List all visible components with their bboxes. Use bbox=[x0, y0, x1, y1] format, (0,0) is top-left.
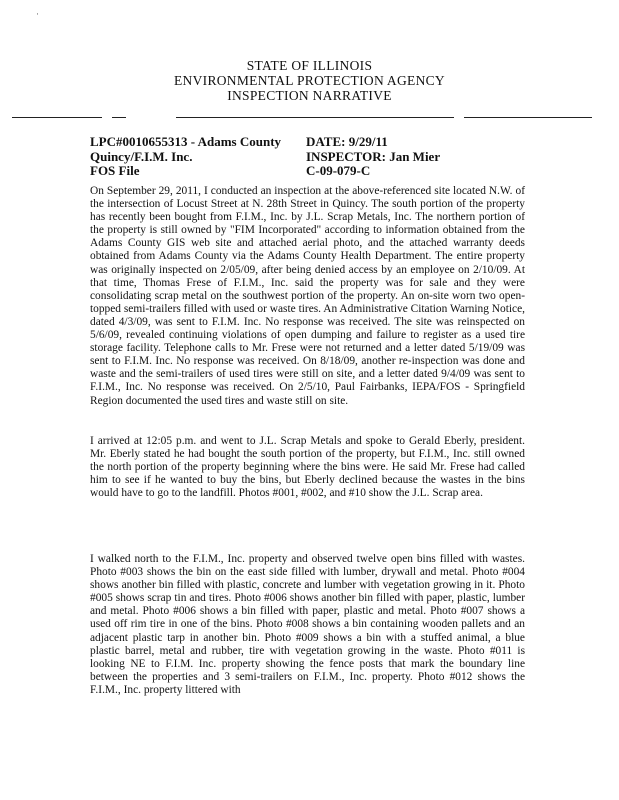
facility-name: Quincy/F.I.M. Inc. bbox=[90, 148, 193, 164]
narrative-paragraph: I arrived at 12:05 p.m. and went to J.L. Scrap Metals and spoke to Gerald Eberly, president. Mr. Eberly stated he had bought the south portion of the property, but F.I.M., Inc. still owned the north portion of the property beginning where the bins were. He said Mr. Frese had called him to see if he wanted to buy the bins, but Eberly declined because the wastes in the bins would have to go to the landfill. Photos #001, #002, and #10 show the J.L. Scrap area. bbox=[90, 435, 525, 500]
header-title: INSPECTION NARRATIVE bbox=[227, 88, 392, 103]
site-id: LPC#0010655313 - Adams County bbox=[90, 134, 282, 149]
narrative-paragraph: I walked north to the F.I.M., Inc. property and observed twelve open bins filled with wastes. Photo #003 shows the bin on the east side filled with lumber, drywall and metal. Photo #004 shows another bin filled with plastic, concrete and lumber with vegetation growing in it. Photo #005 shows scrap tin and tires. Photo #006 shows another bin filled with paper, plastic, lumber and metal. Photo #006 shows a bin filled with paper, plastic and metal. Photo #007 shows a used off rim tire in one of the bins. Photo #008 shows a bin containing wooden pallets and an adjacent plastic tarp in another bin. Photo #009 shows a bin with a stuffed animal, a blue plastic barrel, metal and rubber, tire with vegetation growing in the waste. Photo #011 is looking NE to F.I.M. Inc. property showing the fence posts that mark the boundary line between the properties and 3 semi-trailers on F.I.M., Inc. property. Photo #012 shows the F.I.M., Inc. property littered with bbox=[90, 553, 525, 696]
meta-left-block bbox=[90, 135, 281, 179]
case-number: C-09-079-C bbox=[306, 163, 371, 178]
rule-segment bbox=[112, 117, 126, 118]
narrative-paragraph: On September 29, 2011, I conducted an inspection at the above-referenced site located N.W. of the intersection of Locust Street at N. 28th Street in Quincy. The south portion of the property has recently been bought from F.I.M., Inc. by J.L. Scrap Metals, Inc. The northern portion of the property is still owned by "FIM Incorporated" according to information obtained from the Adams County GIS web site and attached aerial photo, and the attached warranty deeds obtained from Adams County via the Adams County Health Department. The entire property was originally inspected on 2/05/09, after being denied access by an employee on 2/10/09. At that time, Thomas Frese of F.I.M., Inc. said the property was for sale and they were consolidating scrap metal on the southwest portion of the property. An on-site worn two open-topped semi-trailers filled with used or waste tires. An Administrative Citation Warning Notice, dated 4/3/09, was sent to F.I.M. Inc. No response was received. The site was reinspected on 5/6/09, revealed continuing violations of open dumping and failure to register as a used tire storage facility. Telephone calls to Mr. Frese were not returned and a letter dated 5/19/09 was sent to F.I.M. Inc. No response was received. On 8/18/09, another re-inspection was done and waste and the semi-trailers of used tires were still on site, and a letter dated 9/4/09 was sent to F.I.M., Inc. No response was received. On 2/5/10, Paul Fairbanks, IEPA/FOS - Springfield Region documented the used tires and waste still on site. bbox=[90, 185, 525, 407]
header-agency: ENVIRONMENTAL PROTECTION AGENCY bbox=[174, 73, 445, 88]
inspection-date: DATE: 9/29/11 bbox=[306, 134, 388, 149]
meta-right-block bbox=[306, 135, 440, 179]
rule-segment bbox=[464, 117, 592, 118]
scan-speck: · bbox=[36, 9, 39, 19]
rule-segment bbox=[176, 117, 454, 118]
header-state: STATE OF ILLINOIS bbox=[246, 58, 373, 73]
inspector-name: INSPECTOR: Jan Mier bbox=[306, 148, 441, 164]
rule-segment bbox=[12, 117, 102, 118]
document-header bbox=[0, 58, 619, 103]
file-type: FOS File bbox=[90, 163, 140, 178]
